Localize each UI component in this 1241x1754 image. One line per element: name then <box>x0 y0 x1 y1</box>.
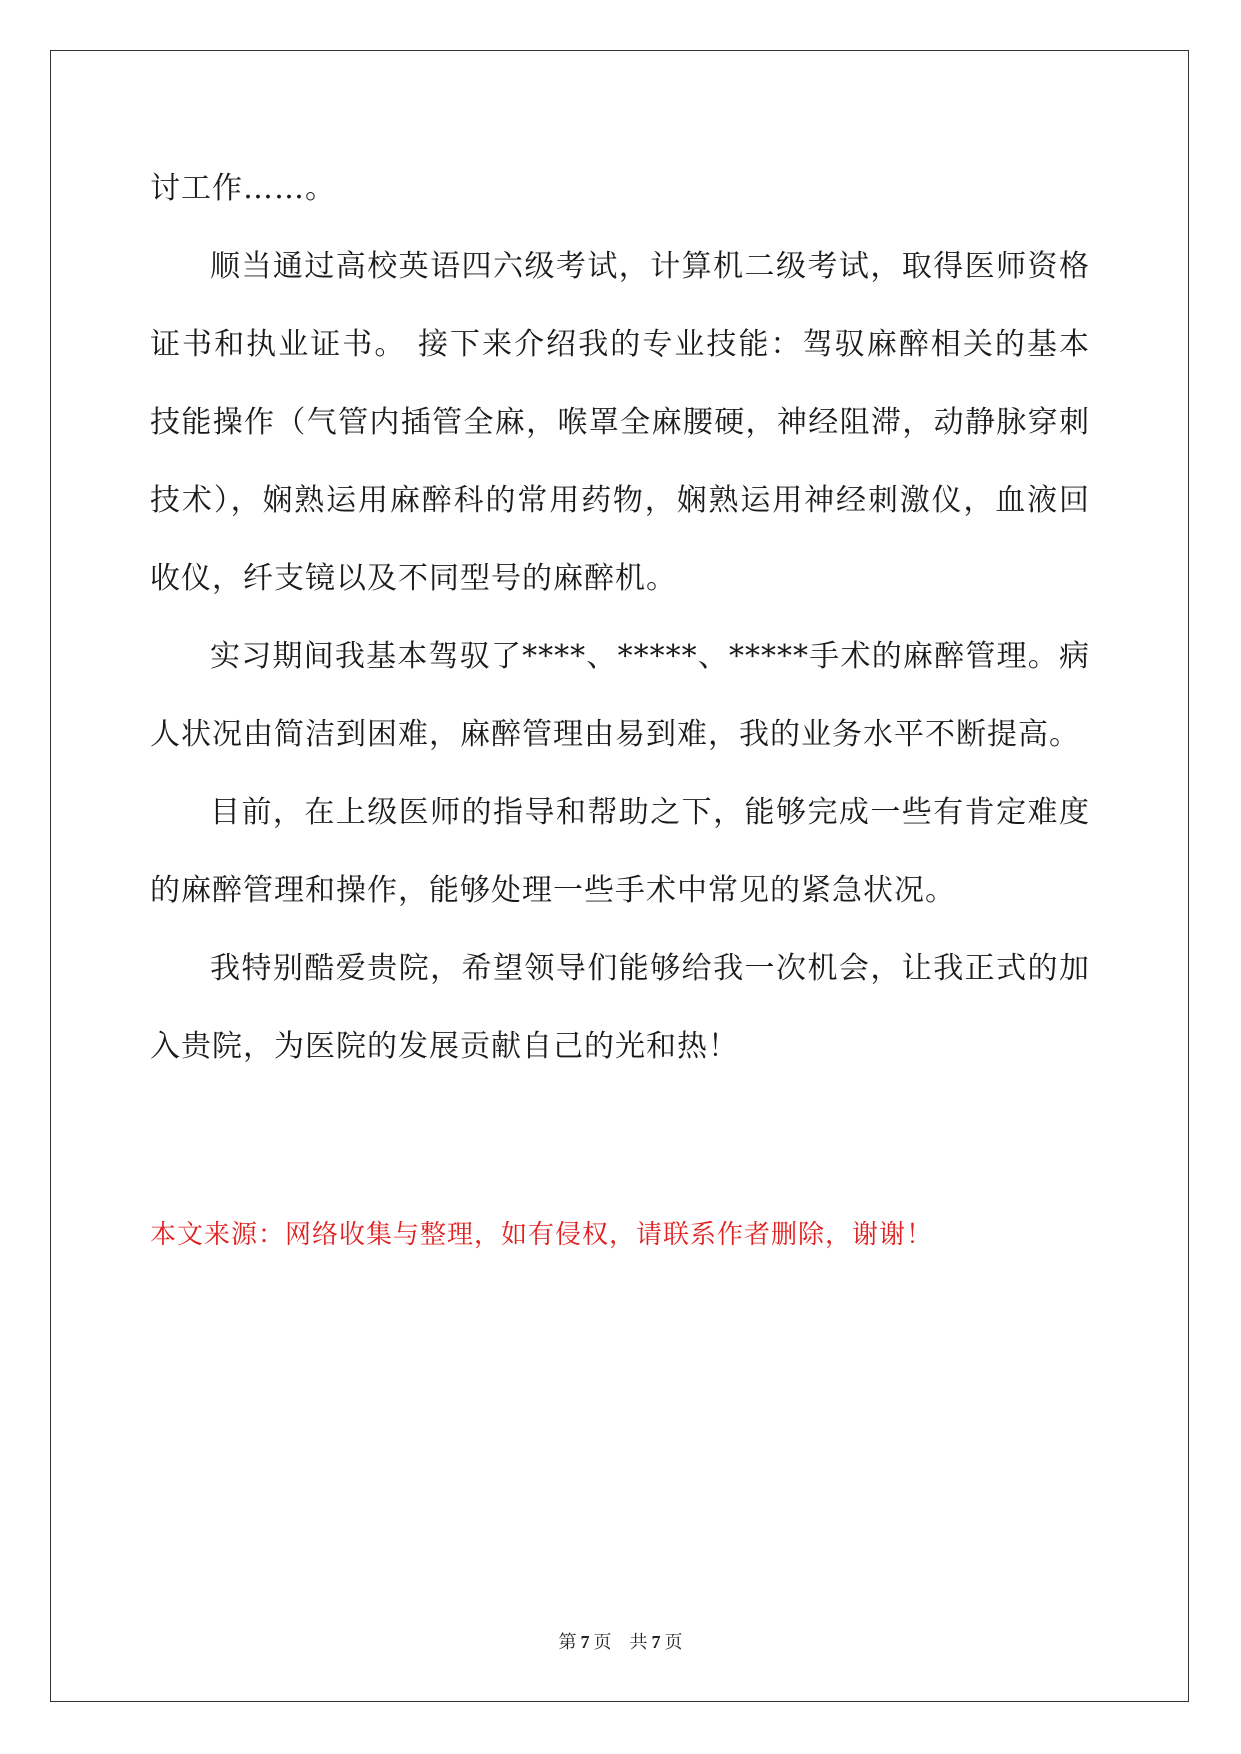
page-footer <box>0 1627 1241 1658</box>
page-prefix: 第 <box>558 1632 577 1653</box>
page-current: 7 <box>580 1632 590 1652</box>
total-prefix: 共 <box>629 1632 648 1653</box>
source-note: 本文来源：网络收集与整理，如有侵权，请联系作者删除，谢谢！ <box>150 1220 934 1250</box>
document-body <box>150 150 1090 1086</box>
page-suffix: 页 <box>593 1632 612 1653</box>
paragraph-1: 讨工作……。 <box>150 171 336 206</box>
paragraph-2: 顺当通过高校英语四六级考试，计算机二级考试，取得医师资格证书和执业证书。 接下来介绍我的专业技能：驾驭麻醉相关的基本技能操作（气管内插管全麻，喉罩全麻腰硬，神经阻滞，动静脉穿刺技术），娴熟运用麻醉科的常用药物，娴熟运用神经刺激仪，血液回收仪，纤支镜以及不同型号的麻醉机。 <box>150 249 1090 596</box>
page-total: 7 <box>651 1632 661 1652</box>
paragraph-5: 我特别酷爱贵院，希望领导们能够给我一次机会，让我正式的加入贵院，为医院的发展贡献自己的光和热！ <box>150 951 1090 1064</box>
total-suffix: 页 <box>664 1632 683 1653</box>
paragraph-3: 实习期间我基本驾驭了****、*****、*****手术的麻醉管理。病人状况由简洁到困难，麻醉管理由易到难，我的业务水平不断提高。 <box>150 639 1090 752</box>
paragraph-4: 目前，在上级医师的指导和帮助之下，能够完成一些有肯定难度的麻醉管理和操作，能够处理一些手术中常见的紧急状况。 <box>150 795 1090 908</box>
